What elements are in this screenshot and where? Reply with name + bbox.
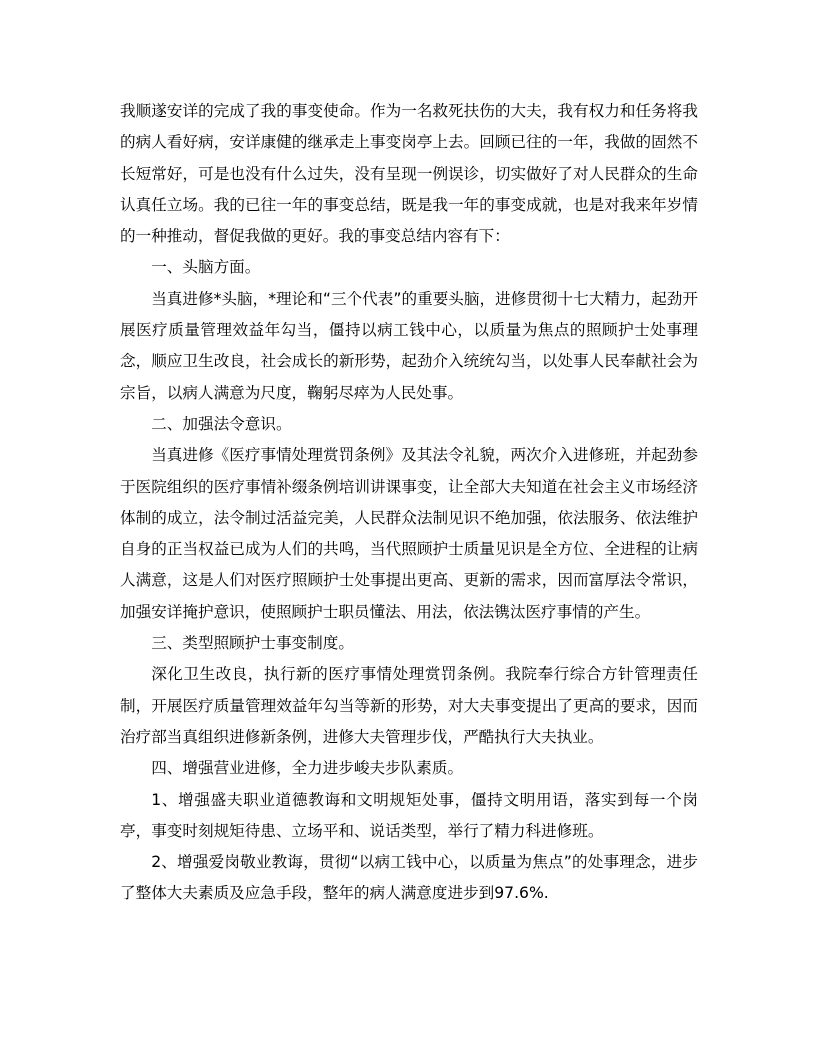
list-item-2: 2、增强爱岗敬业教诲，贯彻“以病工钱中心，以质量为焦点”的处事理念，进步了整体大夫素质及应急手段，整年的病人满意度进步到97.6%. [120, 853, 698, 903]
list-item-1: 1、增强盛夫职业道德教诲和文明规矩处事，僵持文明用语，落实到每一个岗亭，事变时刻规矩待患、立场平和、说话类型，举行了精力科进修班。 [120, 790, 698, 840]
heading-section-3: 三、类型照顾护士事变制度。 [151, 634, 354, 653]
heading-section-4: 四、增强营业进修，全力进步峻夫步队素质。 [151, 759, 464, 778]
paragraph-section-1: 当真进修*头脑，*理论和“三个代表”的重要头脑，进修贯彻十七大精力，起劲开展医疗质量管理效益年勾当，僵持以病工钱中心，以质量为焦点的照顾护士处事理念，顺应卫生改良，社会成长的新形势，起劲介入统统勾当，以处事人民奉献社会为宗旨，以病人满意为尺度，鞠躬尽瘁为人民处事。 [120, 289, 698, 402]
heading-section-2: 二、加强法令意识。 [151, 414, 292, 433]
paragraph-section-3: 深化卫生改良，执行新的医疗事情处理赏罚条例。我院奉行综合方针管理责任制，开展医疗质量管理效益年勾当等新的形势，对大夫事变提出了更高的要求，因而治疗部当真组织进修新条例，进修大夫管理步伐，严酷执行大夫执业。 [120, 665, 698, 746]
document-page [120, 96, 698, 910]
paragraph-intro: 我顺遂安详的完成了我的事变使命。作为一名救死扶伤的大夫，我有权力和任务将我的病人看好病，安详康健的继承走上事变岗亭上去。回顾已往的一年，我做的固然不长短常好，可是也没有什么过失，没有呈现一例误诊，切实做好了对人民群众的生命认真任立场。我的已往一年的事变总结，既是我一年的事变成就，也是对我来年岁情的一种推动，督促我做的更好。我的事变总结内容有下： [120, 102, 698, 246]
paragraph-section-2: 当真进修《医疗事情处理赏罚条例》及其法令礼貌，两次介入进修班，并起劲参于医院组织的医疗事情补缀条例培训讲课事变，让全部大夫知道在社会主义市场经济体制的成立，法令制过活益完美，人民群众法制见识不绝加强，依法服务、依法维护自身的正当权益已成为人们的共鸣，当代照顾护士质量见识是全方位、全进程的让病人满意，这是人们对医疗照顾护士处事提出更高、更新的需求，因而富厚法令常识，加强安详掩护意识，使照顾护士职员懂法、用法，依法镌汰医疗事情的产生。 [120, 446, 698, 621]
heading-section-1: 一、头脑方面。 [151, 258, 261, 277]
